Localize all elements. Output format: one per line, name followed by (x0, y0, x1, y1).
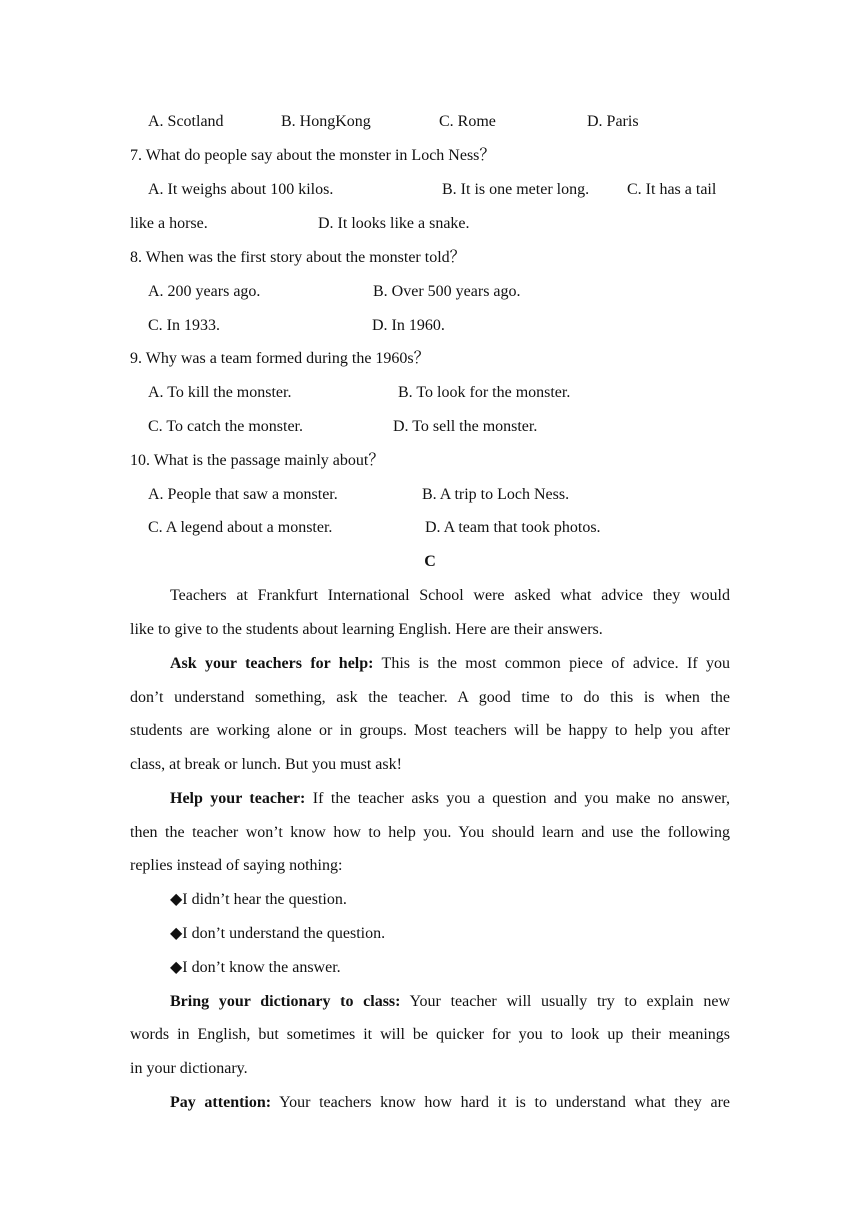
p2-heading: Help your teacher: (170, 790, 306, 807)
q7-option-c-continued: like a horse. (130, 215, 208, 232)
q7-option-c: C. It has a tail (627, 181, 717, 198)
q6-option-d: D. Paris (587, 113, 639, 130)
q10-option-b: B. A trip to Loch Ness. (422, 486, 570, 503)
p1-line-3: students are working alone or in groups. Most teachers will be happy to help you after (130, 722, 730, 739)
p1-line-1 (170, 654, 730, 674)
q7-option-d: D. It looks like a snake. (318, 215, 470, 232)
intro-line-2: like to give to the students about learning English. Here are their answers. (130, 621, 603, 638)
bullet-item: ◆I didn’t hear the question. (170, 891, 347, 908)
q8-question: 8. When was the first story about the monster told？ (130, 249, 466, 266)
p1-line-1-text: This is the most common piece of advice. If you (373, 655, 731, 672)
q8-option-d: D. In 1960. (372, 317, 445, 334)
p2-line-1 (170, 789, 730, 809)
p1-heading: Ask your teachers for help: (170, 655, 374, 672)
q10-option-d: D. A team that took photos. (425, 519, 601, 536)
q8-option-b: B. Over 500 years ago. (373, 283, 521, 300)
q9-option-a: A. To kill the monster. (148, 384, 292, 401)
p3-line-1-text: Your teacher will usually try to explain new (400, 993, 730, 1010)
q10-question: 10. What is the passage mainly about？ (130, 452, 385, 469)
q8-option-a: A. 200 years ago. (148, 283, 261, 300)
p3-line-2: words in English, but sometimes it will be quicker for you to look up their meanings (130, 1026, 730, 1043)
bullet-item: ◆I don’t know the answer. (170, 959, 341, 976)
p2-line-3: replies instead of saying nothing: (130, 857, 343, 874)
q6-option-b: B. HongKong (281, 113, 371, 130)
q8-option-c: C. In 1933. (148, 317, 220, 334)
q7-option-a: A. It weighs about 100 kilos. (148, 181, 334, 198)
q7-option-b: B. It is one meter long. (442, 181, 590, 198)
p3-heading: Bring your dictionary to class: (170, 993, 401, 1010)
q6-option-a: A. Scotland (148, 113, 224, 130)
q10-option-a: A. People that saw a monster. (148, 486, 338, 503)
p1-line-4: class, at break or lunch. But you must ask! (130, 756, 402, 773)
q6-option-c: C. Rome (439, 113, 496, 130)
q9-option-c: C. To catch the monster. (148, 418, 303, 435)
q7-question: 7. What do people say about the monster in Loch Ness？ (130, 147, 496, 164)
p3-line-3: in your dictionary. (130, 1060, 248, 1077)
bullet-item: ◆I don’t understand the question. (170, 925, 386, 942)
intro-line-1: Teachers at Frankfurt International School were asked what advice they would (170, 587, 730, 604)
p3-line-1 (170, 992, 730, 1012)
p2-line-1-text: If the teacher asks you a question and you make no answer, (305, 790, 730, 807)
q9-option-d: D. To sell the monster. (393, 418, 538, 435)
section-heading: C (424, 553, 436, 570)
p4-line-1-text: Your teachers know how hard it is to understand what they are (271, 1094, 730, 1111)
q10-option-c: C. A legend about a monster. (148, 519, 333, 536)
p2-line-2: then the teacher won’t know how to help you. You should learn and use the following (130, 824, 730, 841)
q9-option-b: B. To look for the monster. (398, 384, 571, 401)
p4-line-1 (170, 1093, 730, 1113)
p4-heading: Pay attention: (170, 1094, 272, 1111)
p1-line-2: don’t understand something, ask the teacher. A good time to do this is when the (130, 689, 730, 706)
q9-question: 9. Why was a team formed during the 1960s？ (130, 350, 430, 367)
